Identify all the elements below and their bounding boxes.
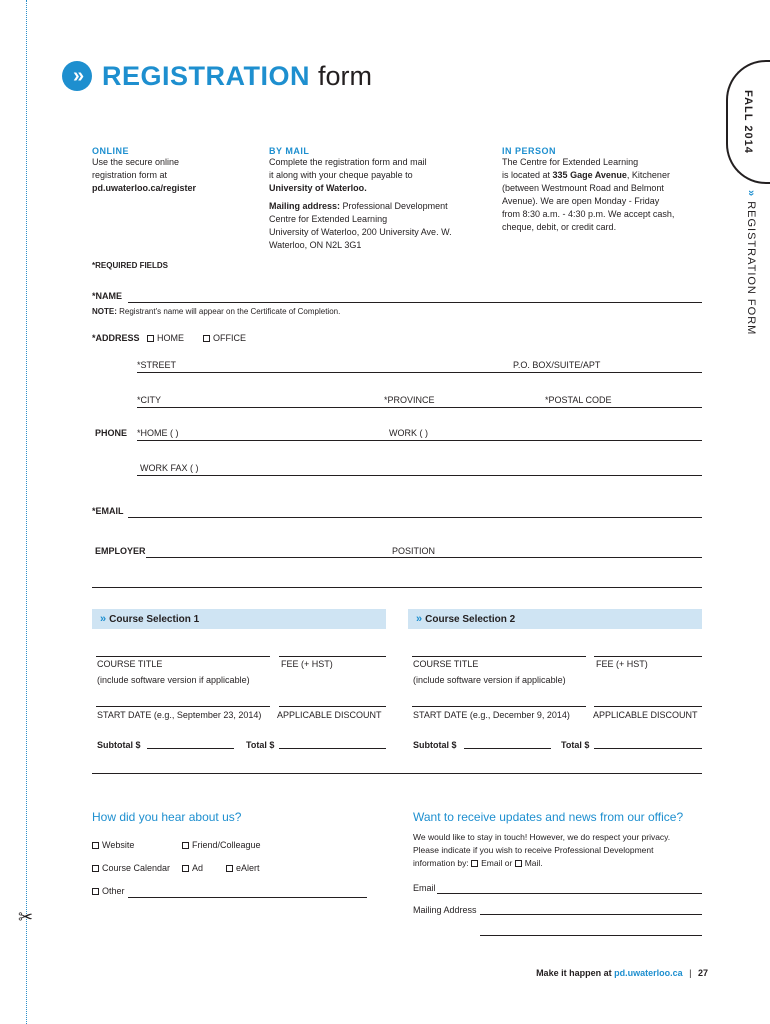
online-section bbox=[92, 146, 252, 195]
checkbox-icon[interactable] bbox=[92, 888, 99, 895]
checkbox-icon[interactable] bbox=[92, 842, 99, 849]
mail-address: Mailing address: Professional Development bbox=[269, 201, 448, 211]
person-heading: IN PERSON bbox=[502, 146, 557, 156]
name-label: *NAME bbox=[92, 291, 123, 301]
person-text-4: Avenue). We are open Monday - Friday bbox=[502, 196, 660, 206]
mail-section bbox=[269, 146, 489, 252]
person-text-1: The Centre for Extended Learning bbox=[502, 157, 639, 167]
home-phone-label: *HOME ( ) bbox=[137, 428, 179, 438]
course-1-subtotal-label: Subtotal $ bbox=[97, 740, 141, 750]
chevron-circle-icon: » bbox=[62, 61, 92, 91]
course-1-software-label: (include software version if applicable) bbox=[97, 675, 250, 685]
address-label: *ADDRESS bbox=[92, 333, 140, 343]
section-divider bbox=[92, 587, 702, 588]
course-2-subtotal-line[interactable] bbox=[464, 748, 551, 749]
mail-address-3: University of Waterloo, 200 University Ave. W. bbox=[269, 227, 452, 237]
course-2-fee-line[interactable] bbox=[594, 656, 702, 657]
updates-mailing-line-2[interactable] bbox=[480, 935, 702, 936]
course-1-start-line[interactable] bbox=[96, 706, 270, 707]
checkbox-icon[interactable] bbox=[182, 842, 189, 849]
phone-label: PHONE bbox=[95, 428, 128, 438]
side-label: » REGISTRATION FORM bbox=[745, 190, 757, 336]
season-label: FALL 2014 bbox=[742, 90, 754, 154]
email-input-line[interactable] bbox=[128, 517, 702, 518]
course-2-start-label: START DATE (e.g., December 9, 2014) bbox=[413, 710, 570, 720]
course-2-subtotal-label: Subtotal $ bbox=[413, 740, 457, 750]
postal-label: *POSTAL CODE bbox=[545, 395, 612, 405]
course-2-start-line[interactable] bbox=[412, 706, 586, 707]
mail-payee: University of Waterloo. bbox=[269, 183, 367, 193]
scissors-icon: ✂ bbox=[18, 907, 34, 927]
checkbox-icon[interactable] bbox=[203, 335, 210, 342]
course-2-fee-label: FEE (+ HST) bbox=[596, 659, 648, 669]
person-section bbox=[502, 146, 712, 234]
hear-heading: How did you hear about us? bbox=[92, 810, 242, 824]
person-text-6: cheque, debit, or credit card. bbox=[502, 222, 617, 232]
mail-option-checkbox[interactable] bbox=[515, 860, 522, 867]
checkbox-icon[interactable] bbox=[226, 865, 233, 872]
course-1-title-label: COURSE TITLE bbox=[97, 659, 163, 669]
course-2-total-label: Total $ bbox=[561, 740, 590, 750]
updates-text-1: We would like to stay in touch! However, we do respect your privacy. bbox=[413, 832, 671, 842]
footer-url-link[interactable]: pd.uwaterloo.ca bbox=[614, 968, 683, 978]
updates-mailing-line[interactable] bbox=[480, 914, 702, 915]
course-1-discount-label: APPLICABLE DISCOUNT bbox=[277, 710, 382, 720]
page-number: 27 bbox=[697, 968, 708, 978]
checkbox-icon[interactable] bbox=[147, 335, 154, 342]
course-2-header: » Course Selection 2 bbox=[408, 609, 702, 629]
phone-input-line[interactable] bbox=[137, 440, 702, 441]
course-2-title-label: COURSE TITLE bbox=[413, 659, 479, 669]
person-text-2: is located at 335 Gage Avenue, Kitchener bbox=[502, 170, 670, 180]
updates-email-line[interactable] bbox=[437, 893, 702, 894]
course-1-total-line[interactable] bbox=[279, 748, 386, 749]
course-2-discount-line[interactable] bbox=[594, 706, 702, 707]
other-checkbox[interactable]: Other bbox=[92, 886, 125, 896]
mail-address-4: Waterloo, ON N2L 3G1 bbox=[269, 240, 362, 250]
city-input-line[interactable] bbox=[137, 407, 702, 408]
email-label: *EMAIL bbox=[92, 506, 124, 516]
employer-label: EMPLOYER bbox=[95, 546, 146, 556]
checkbox-icon[interactable] bbox=[182, 865, 189, 872]
work-phone-label: WORK ( ) bbox=[389, 428, 428, 438]
updates-heading: Want to receive updates and news from our office? bbox=[413, 810, 684, 824]
checkbox-icon[interactable] bbox=[92, 865, 99, 872]
course-1-fee-line[interactable] bbox=[279, 656, 386, 657]
required-fields-label: *REQUIRED FIELDS bbox=[92, 261, 169, 270]
course-1-subtotal-line[interactable] bbox=[147, 748, 234, 749]
updates-text-2: Please indicate if you wish to receive Professional Development bbox=[413, 845, 654, 855]
employer-input-line[interactable] bbox=[146, 557, 702, 558]
online-text-2: registration form at bbox=[92, 170, 168, 180]
course-1-header: » Course Selection 1 bbox=[92, 609, 386, 629]
street-input-line[interactable] bbox=[137, 372, 702, 373]
title-bold: REGISTRATION bbox=[102, 60, 310, 91]
province-label: *PROVINCE bbox=[384, 395, 435, 405]
section-divider-2 bbox=[92, 773, 702, 774]
name-input-line[interactable] bbox=[128, 302, 702, 303]
position-label: POSITION bbox=[392, 546, 436, 556]
course-1-discount-line[interactable] bbox=[279, 706, 386, 707]
updates-text-3: information by: Email or Mail. bbox=[413, 858, 543, 868]
course-2-software-label: (include software version if applicable) bbox=[413, 675, 566, 685]
updates-mailing-label: Mailing Address bbox=[413, 905, 477, 915]
calendar-checkbox[interactable]: Course Calendar bbox=[92, 863, 170, 873]
pobox-label: P.O. BOX/SUITE/APT bbox=[513, 360, 601, 370]
work-fax-label: WORK FAX ( ) bbox=[140, 463, 199, 473]
person-text-3: (between Westmount Road and Belmont bbox=[502, 183, 664, 193]
mail-text-2: it along with your cheque payable to bbox=[269, 170, 413, 180]
chevron-icon: » bbox=[416, 613, 421, 625]
cut-line bbox=[26, 0, 27, 1024]
name-note: NOTE: Registrant's name will appear on the Certificate of Completion. bbox=[92, 307, 341, 316]
course-2-discount-label: APPLICABLE DISCOUNT bbox=[593, 710, 698, 720]
friend-checkbox[interactable]: Friend/Colleague bbox=[182, 840, 261, 850]
chevron-icon: » bbox=[745, 190, 757, 198]
footer: Make it happen at pd.uwaterloo.ca | 27 bbox=[536, 968, 708, 978]
office-checkbox[interactable]: OFFICE bbox=[203, 333, 246, 343]
chevron-icon: » bbox=[100, 613, 105, 625]
email-option-checkbox[interactable] bbox=[471, 860, 478, 867]
course-1-title-line[interactable] bbox=[96, 656, 270, 657]
updates-email-label: Email bbox=[413, 883, 436, 893]
mail-heading: BY MAIL bbox=[269, 146, 310, 156]
ad-checkbox[interactable]: Ad bbox=[182, 863, 203, 873]
fax-input-line[interactable] bbox=[137, 475, 702, 476]
page-title bbox=[62, 58, 372, 94]
street-label: *STREET bbox=[137, 360, 177, 370]
ealert-checkbox[interactable]: eAlert bbox=[226, 863, 260, 873]
mail-address-2: Centre for Extended Learning bbox=[269, 214, 388, 224]
website-checkbox[interactable]: Website bbox=[92, 840, 134, 850]
course-1-start-label: START DATE (e.g., September 23, 2014) bbox=[97, 710, 262, 720]
other-input-line[interactable] bbox=[128, 897, 367, 898]
online-url-link[interactable]: pd.uwaterloo.ca/register bbox=[92, 183, 197, 193]
mail-text-1: Complete the registration form and mail bbox=[269, 157, 427, 167]
course-2-total-line[interactable] bbox=[594, 748, 702, 749]
course-1-fee-label: FEE (+ HST) bbox=[281, 659, 333, 669]
home-checkbox[interactable]: HOME bbox=[147, 333, 184, 343]
title-light: form bbox=[318, 60, 372, 91]
city-label: *CITY bbox=[137, 395, 162, 405]
person-text-5: from 8:30 a.m. - 4:30 p.m. We accept cash, bbox=[502, 209, 675, 219]
course-2-title-line[interactable] bbox=[412, 656, 586, 657]
updates-text bbox=[413, 831, 703, 870]
online-heading: ONLINE bbox=[92, 146, 130, 156]
online-text-1: Use the secure online bbox=[92, 157, 180, 167]
course-1-total-label: Total $ bbox=[246, 740, 275, 750]
